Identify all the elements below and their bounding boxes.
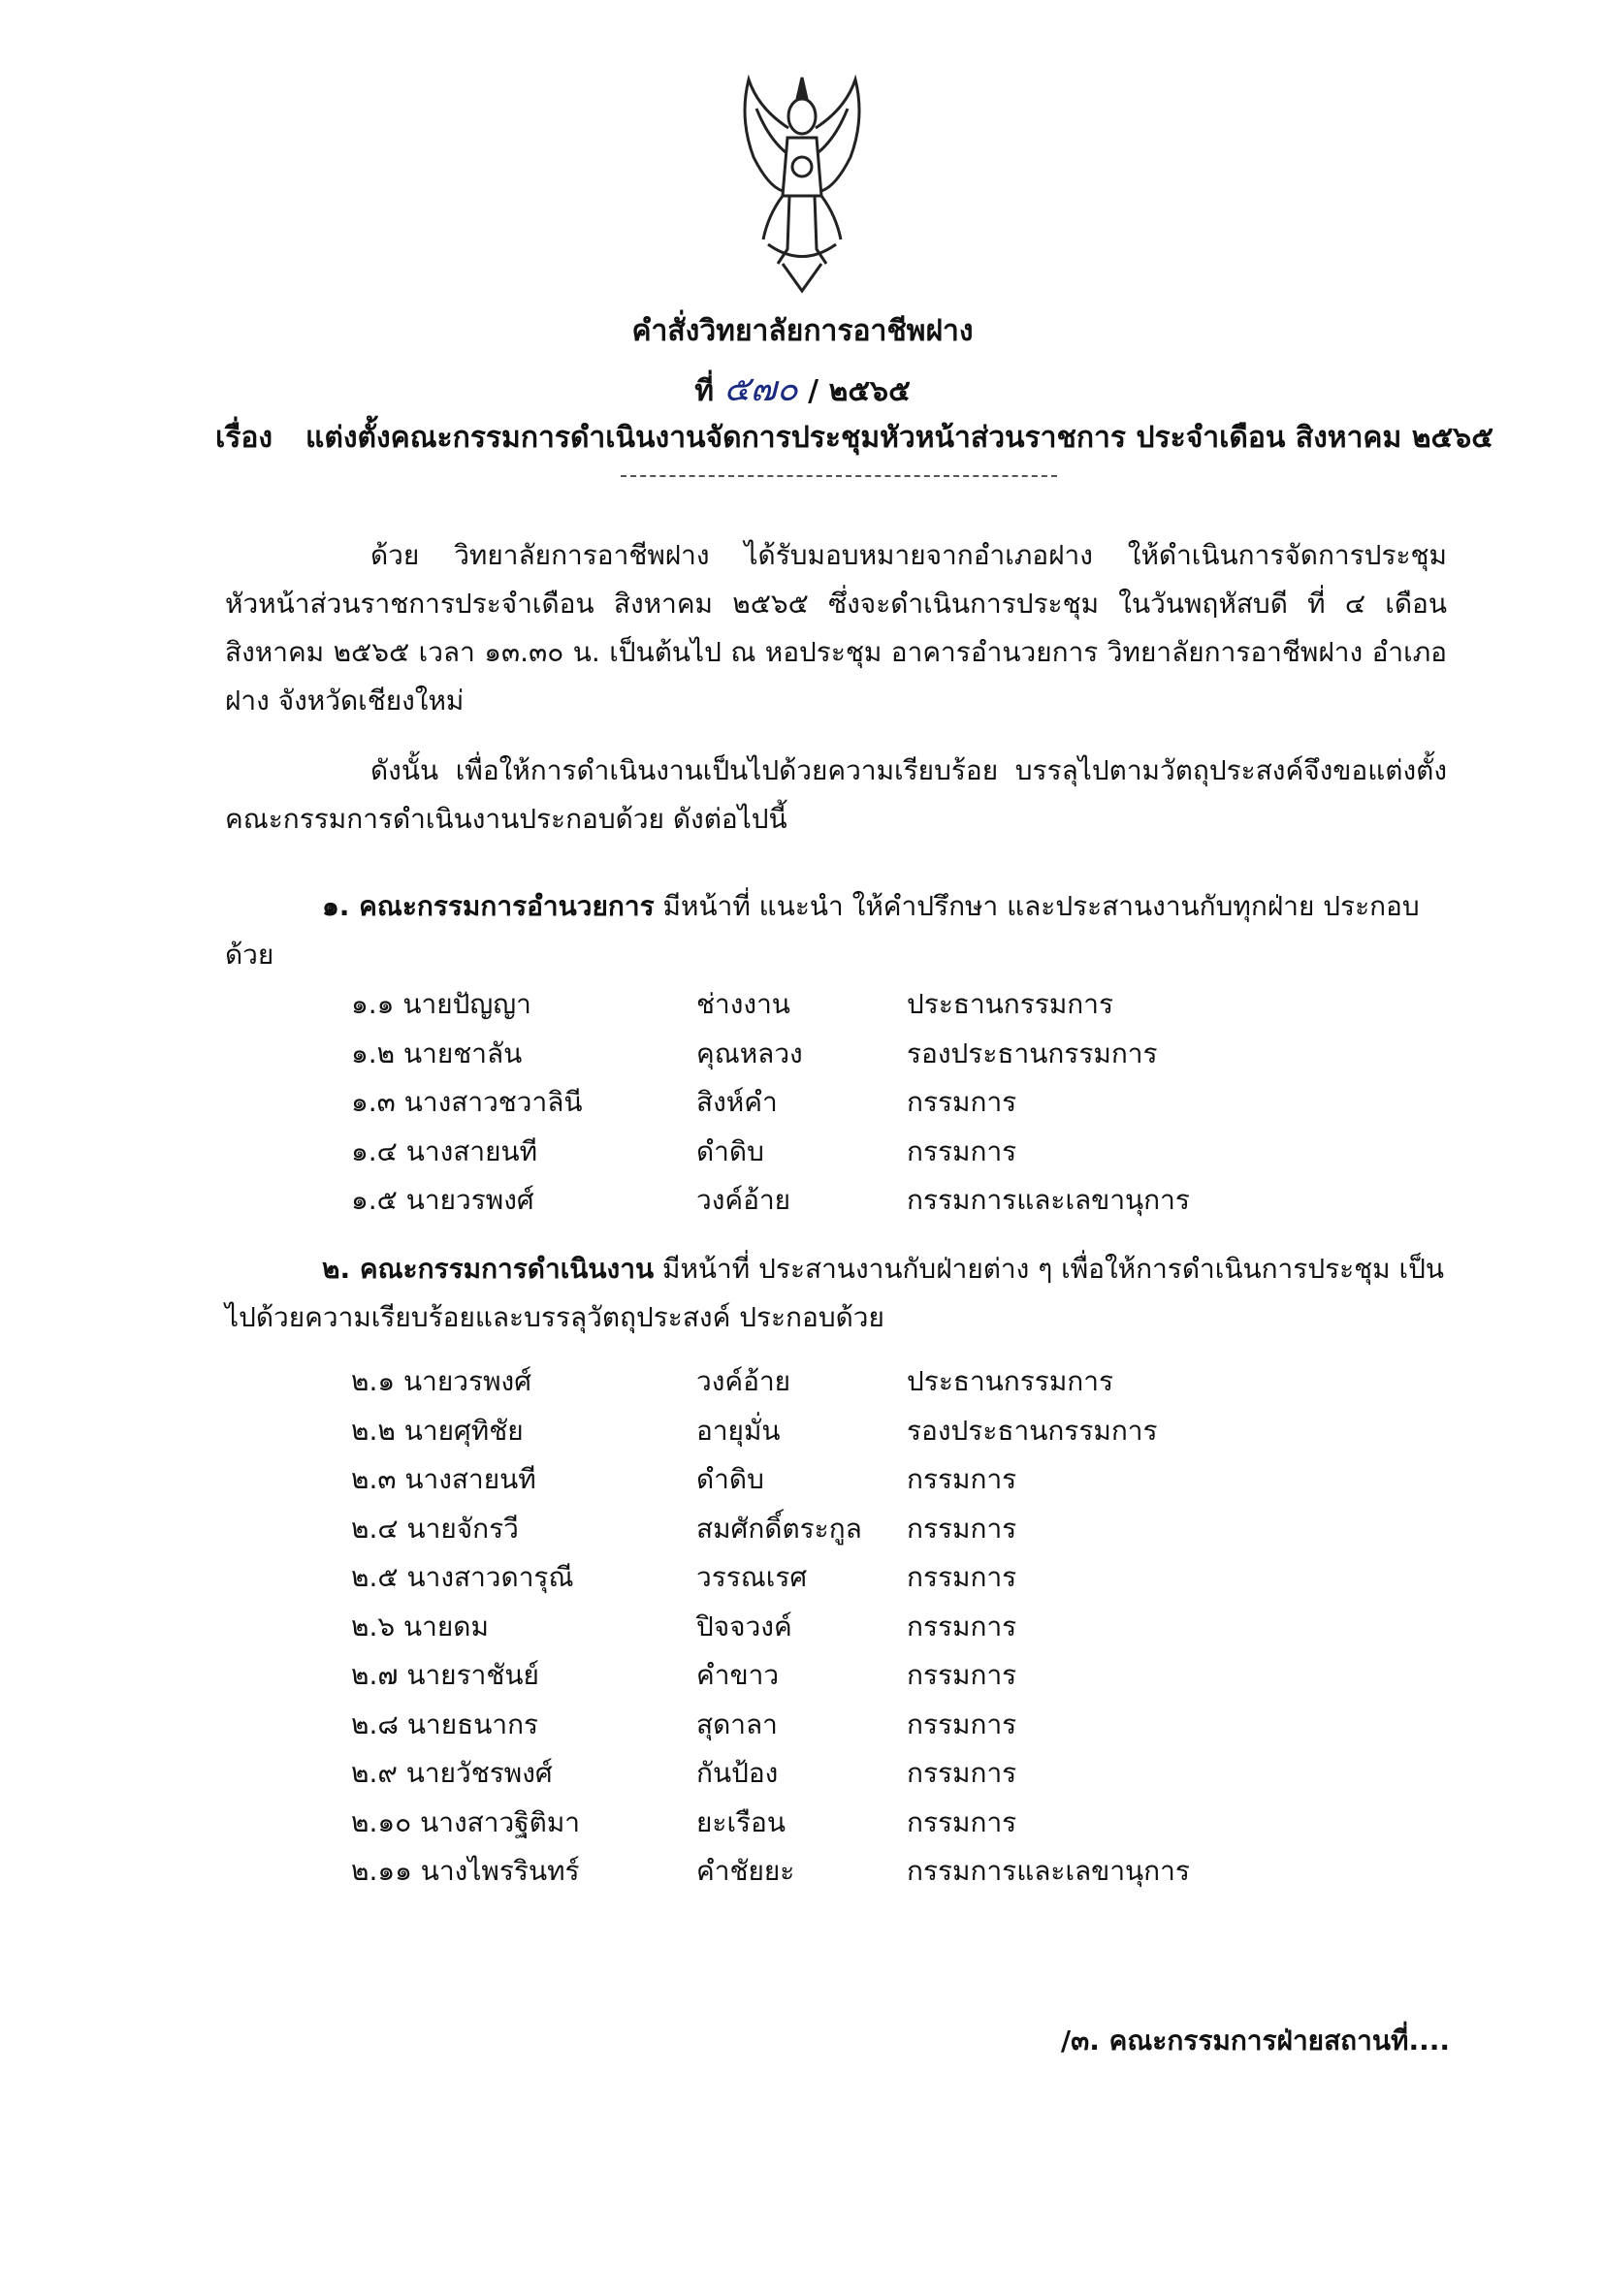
section-1-title: ๑. คณะกรรมการอำนวยการ [322, 890, 655, 922]
dashed-divider [621, 475, 1057, 477]
member-surname: วงค์อ้าย [696, 1184, 791, 1216]
member-name: ๒.๑ นายวรพงศ์ [351, 1365, 531, 1397]
subject-text: แต่งตั้งคณะกรรมการดำเนินงานจัดการประชุมหัวหน้าส่วนราชการ ประจำเดือน สิงหาคม ๒๕๖๕ [305, 421, 1493, 455]
member-row [0, 1128, 1605, 1176]
member-name: ๒.๙ นายวัชรพงศ์ [351, 1757, 553, 1789]
member-role: รองประธานกรรมการ [907, 1414, 1158, 1447]
member-name: ๒.๗ นายราชันย์ [351, 1659, 539, 1691]
member-surname: วรรณเรศ [696, 1561, 808, 1593]
member-role: กรรมการ [907, 1463, 1017, 1495]
section-1-duty: มีหน้าที่ แนะนำ ให้คำปรึกษา และประสานงานกับทุกฝ่าย ประกอบด้วย [225, 890, 1420, 971]
section-2-heading [225, 1245, 1447, 1342]
garuda-emblem-icon [729, 70, 875, 298]
member-surname: คุณหลวง [696, 1036, 803, 1069]
member-role: กรรมการ [907, 1086, 1017, 1118]
member-name: ๒.๔ นายจักรวี [351, 1512, 519, 1545]
order-title: คำสั่งวิทยาลัยการอาชีพฝาง [631, 314, 974, 348]
subject-label: เรื่อง [215, 421, 273, 455]
member-surname: อายุมั่น [696, 1414, 781, 1447]
member-row [0, 1455, 1605, 1504]
member-surname: ดำดิบ [696, 1134, 764, 1167]
member-name: ๒.๕ นางสาวดารุณี [351, 1561, 574, 1593]
member-name: ๑.๔ นางสายนที [351, 1134, 538, 1167]
continued-footer: /๓. คณะกรรมการฝ่ายสถานที่.... [1060, 2025, 1450, 2057]
section-2-duty: มีหน้าที่ ประสานงานกับฝ่ายต่าง ๆ เพื่อให้การดำเนินการประชุม เป็นไปด้วยความเรียบร้อยและบรรลุวัตถุประสงค์ ประกอบด้วย [225, 1253, 1445, 1333]
member-row [0, 1847, 1605, 1896]
section-1-heading [225, 882, 1447, 979]
member-row [0, 1505, 1605, 1553]
member-role: กรรมการและเลขานุการ [907, 1184, 1190, 1216]
member-row [0, 1078, 1605, 1127]
member-role: กรรมการ [907, 1610, 1017, 1642]
member-role: กรรมการ [907, 1757, 1017, 1789]
member-name: ๒.๒ นายศุทิชัย [351, 1414, 524, 1447]
order-number-prefix: ที่ [694, 374, 714, 408]
member-surname: ช่างงาน [696, 988, 790, 1020]
member-role: ประธานกรรมการ [907, 988, 1114, 1020]
member-row [0, 1799, 1605, 1847]
order-subject [215, 415, 1493, 461]
order-number-handwritten: ๕๗๐ [723, 369, 798, 409]
member-role: กรรมการ [907, 1659, 1017, 1691]
paragraph-appoint [225, 747, 1447, 844]
member-name: ๒.๖ นายดม [351, 1610, 489, 1642]
paragraph-appoint-text: ดังนั้น เพื่อให้การดำเนินงานเป็นไปด้วยความเรียบร้อย บรรลุไปตามวัตถุประสงค์จึงขอแต่งตั้งคณะกรรมการดำเนินงานประกอบด้วย ดังต่อไปนี้ [225, 754, 1447, 835]
member-role: กรรมการ [907, 1134, 1017, 1167]
member-name: ๒.๑๑ นางไพรรินทร์ [351, 1855, 580, 1887]
paragraph-intro-text: ด้วย วิทยาลัยการอาชีพฝาง ได้รับมอบหมายจากอำเภอฝาง ให้ดำเนินการจัดการประชุมหัวหน้าส่วนราชการประจำเดือน สิงหาคม ๒๕๖๕ ซึ่งจะดำเนินการประชุม ในวันพฤหัสบดี ที่ ๔ เดือนสิงหาคม ๒๕๖๕ เวลา ๑๓.๓๐ น. เป็นต้นไป ณ หอประชุม อาคารอำนวยการ วิทยาลัยการอาชีพฝาง อำเภอฝาง จังหวัดเชียงใหม่ [225, 539, 1447, 717]
member-row [0, 1357, 1605, 1406]
member-surname: วงค์อ้าย [696, 1365, 791, 1397]
section-2-title: ๒. คณะกรรมการดำเนินงาน [322, 1253, 655, 1285]
member-row [0, 1701, 1605, 1749]
member-surname: คำชัยยะ [696, 1855, 795, 1887]
member-row [0, 1603, 1605, 1651]
member-row [0, 1407, 1605, 1455]
member-role: กรรมการ [907, 1512, 1017, 1545]
member-name: ๒.๑๐ นางสาวฐิติมา [351, 1805, 581, 1838]
member-row [0, 980, 1605, 1029]
member-role: กรรมการ [907, 1561, 1017, 1593]
member-row [0, 1651, 1605, 1700]
member-surname: สิงห์คำ [696, 1086, 778, 1118]
member-row [0, 1553, 1605, 1602]
member-surname: สุดาลา [696, 1707, 778, 1740]
member-name: ๑.๕ นายวรพงศ์ [351, 1184, 534, 1216]
member-role: ประธานกรรมการ [907, 1365, 1114, 1397]
member-name: ๒.๘ นายธนากร [351, 1707, 539, 1740]
paragraph-intro [225, 531, 1447, 725]
member-surname: ยะเรือน [696, 1805, 786, 1838]
member-surname: ปิจจวงค์ [696, 1610, 792, 1642]
member-row [0, 1030, 1605, 1078]
member-name: ๑.๒ นายชาลัน [351, 1036, 523, 1069]
member-name: ๑.๑ นายปัญญา [351, 988, 531, 1020]
member-role: กรรมการและเลขานุการ [907, 1855, 1190, 1887]
member-name: ๒.๓ นางสายนที [351, 1463, 536, 1495]
member-role: รองประธานกรรมการ [907, 1036, 1158, 1069]
order-number-year: / ๒๕๖๕ [808, 374, 911, 408]
member-role: กรรมการ [907, 1707, 1017, 1740]
member-row [0, 1749, 1605, 1798]
member-surname: กันป้อง [696, 1757, 779, 1789]
member-surname: คำขาว [696, 1659, 780, 1691]
member-row [0, 1176, 1605, 1225]
order-number [0, 361, 1605, 416]
member-name: ๑.๓ นางสาวชวาลินี [351, 1086, 583, 1118]
member-surname: ดำดิบ [696, 1463, 764, 1495]
member-role: กรรมการ [907, 1805, 1017, 1838]
member-surname: สมศักดิ์ตระกูล [696, 1512, 862, 1545]
